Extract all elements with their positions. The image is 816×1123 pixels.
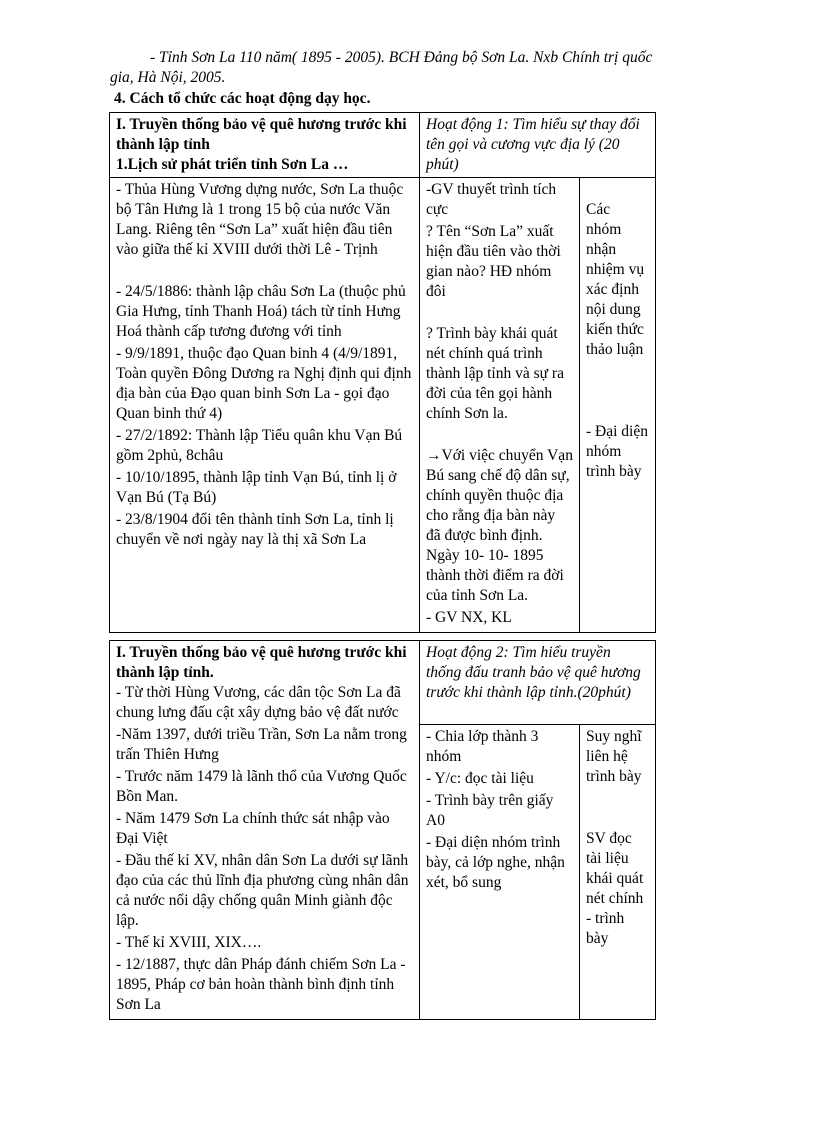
list-item: - Trước năm 1479 là lãnh thổ của Vương Quốc Bồn Man. [116, 768, 407, 805]
list-item: - Trình bày trên giấy A0 [426, 791, 554, 829]
section-heading: 4. Cách tổ chức các hoạt động dạy học. [114, 90, 371, 107]
table1-activity-title: Hoạt động 1: Tìm hiểu sự thay đổi tên gọi và cương vực địa lý (20 phút) [420, 113, 656, 178]
list-item: - Đầu thế kỉ XV, nhân dân Sơn La dưới sự lãnh đạo của các thủ lĩnh địa phương cùng nhân dân cả nước nổi dậy chống quân Minh giành độc lập. [116, 852, 409, 929]
table1-left-header [110, 113, 420, 178]
list-item: - Thủa Hùng Vương dựng nước, Sơn La thuộc bộ Tân Hưng là 1 trong 15 bộ của nước Văn Lang. Riêng tên “Sơn La” xuất hiện đầu tiên vào giữa thế kỉ XVIII dưới thời Lê - Trịnh [116, 181, 404, 258]
table2-content-cell [110, 641, 420, 1020]
table1-content-cell [110, 178, 420, 633]
list-item: - 23/8/1904 đổi tên thành tỉnh Sơn La, tỉnh lị chuyển về nơi ngày nay là thị xã Sơn La [116, 511, 394, 548]
list-item: -GV thuyết trình tích cực [426, 181, 557, 218]
list-item: SV đọc tài liệu khái quát nét chính - trình bày [586, 829, 644, 947]
list-item: ? Trình bày khái quát nét chính quá trình thành lập tỉnh và sự ra đời của tên gọi hành chính Sơn la. [426, 325, 564, 422]
table1-left-title: I. Truyền thống bảo vệ quê hương trước khi thành lập tỉnh [116, 116, 407, 153]
table1-teacher-cell [420, 178, 580, 633]
table2-left-title: I. Truyền thống bảo vệ quê hương trước khi thành lập tỉnh. [116, 644, 407, 681]
reference-citation [110, 48, 750, 88]
list-item: - Từ thời Hùng Vương, các dân tộc Sơn La đã chung lưng đấu cật xây dựng bảo vệ đất nước [116, 684, 401, 721]
list-item: ? Tên “Sơn La” xuất hiện đầu tiên vào thời gian nào? HĐ nhóm đôi [426, 223, 561, 300]
list-item: - Y/c: đọc tài liệu [426, 769, 534, 787]
list-item: -Năm 1397, dưới triều Trần, Sơn La nằm trong trấn Thiên Hưng [116, 726, 407, 763]
reference-line-2: gia, Hà Nội, 2005. [110, 69, 226, 86]
list-item: - 9/9/1891, thuộc đạo Quan binh 4 (4/9/1891, Toàn quyền Đông Dương ra Nghị định qui định địa bàn của Đạo quan binh Sơn La - gọi đạo Quan binh thứ 4) [116, 345, 412, 422]
table2-activity-title: Hoạt động 2: Tìm hiểu truyền thống đấu tranh bảo vệ quê hương trước khi thành lập tỉnh.(20phút) [420, 641, 656, 725]
list-item: Suy nghĩ liên hệ trình bày [586, 727, 642, 785]
list-item: - Đại diện nhóm trình bày, cả lớp nghe, nhận xét, bổ sung [426, 833, 565, 891]
activity-table-2 [109, 640, 656, 1020]
list-item: - GV NX, KL [426, 609, 512, 626]
list-item: - Năm 1479 Sơn La chính thức sát nhập vào Đại Việt [116, 810, 390, 847]
table2-teacher-cell [420, 724, 580, 1019]
list-item: Các nhóm nhận nhiệm vụ xác định nội dung kiến thức thảo luận [586, 201, 645, 358]
list-item: - 27/2/1892: Thành lập Tiểu quân khu Vạn Bú gồm 2phủ, 8châu [116, 427, 403, 464]
reference-line-1: - Tỉnh Sơn La 110 năm( 1895 - 2005). BCH Đảng bộ Sơn La. Nxb Chính trị quốc [150, 49, 653, 66]
list-item: - 10/10/1895, thành lập tỉnh Vạn Bú, tỉnh lị ở Vạn Bú (Tạ Bú) [116, 469, 397, 506]
list-item: - Thế kỉ XVIII, XIX…. [116, 934, 262, 951]
list-item: - 12/1887, thực dân Pháp đánh chiếm Sơn La - 1895, Pháp cơ bản hoàn thành bình định tỉnh Sơn La [116, 956, 406, 1013]
activity-table-1 [109, 112, 656, 633]
table2-student-cell [580, 724, 656, 1019]
list-item: - Đại diện nhóm trình bày [586, 423, 648, 480]
table1-left-subtitle: 1.Lịch sử phát triển tỉnh Sơn La … [116, 156, 349, 173]
list-item: - Chia lớp thành 3 nhóm [426, 727, 539, 765]
list-item: - 24/5/1886: thành lập châu Sơn La (thuộc phủ Gia Hưng, tỉnh Thanh Hoá) tách từ tỉnh Hưng Hoá thành cấp tương đương với tỉnh [116, 283, 406, 340]
table1-student-cell [580, 178, 656, 633]
list-item: →Với việc chuyển Vạn Bú sang chế độ dân sự, chính quyền thuộc địa cho rằng địa bàn này đã được bình định. Ngày 10- 10- 1895 thành thời điểm ra đời của tỉnh Sơn La. [426, 447, 573, 604]
